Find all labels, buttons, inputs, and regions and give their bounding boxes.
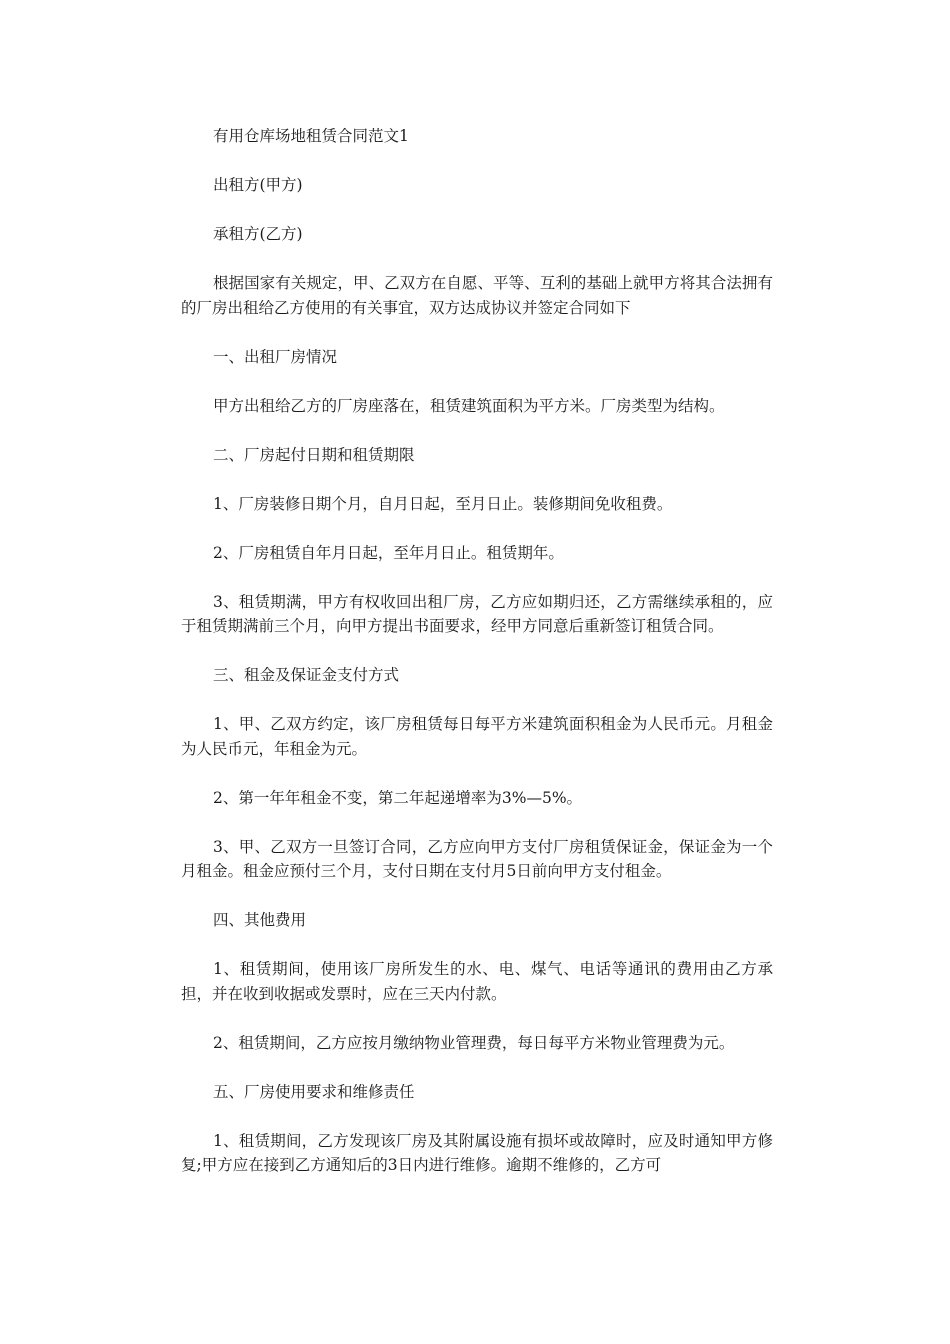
paragraph: 1、甲、乙双方约定，该厂房租赁每日每平方米建筑面积租金为人民币元。月租金为人民币元，年租金为元。 (181, 715, 773, 758)
section-heading-1: 一、出租厂房情况 (213, 347, 338, 366)
section-heading-3: 三、租金及保证金支付方式 (213, 666, 400, 684)
paragraph: 1、厂房装修日期个月，自月日起，至月日止。装修期间免收租费。 (213, 494, 673, 513)
paragraph: 1、租赁期间，使用该厂房所发生的水、电、煤气、电话等通讯的费用由乙方承担，并在收到收据或发票时，应在三天内付款。 (181, 960, 773, 1003)
paragraph: 3、甲、乙双方一旦签订合同，乙方应向甲方支付厂房租赁保证金，保证金为一个月租金。租金应预付三个月，支付日期在支付月5日前向甲方支付租金。 (181, 837, 773, 880)
document-body (181, 124, 773, 1202)
document-title: 有用仓库场地租赁合同范文1 (213, 127, 409, 145)
preamble-paragraph: 根据国家有关规定，甲、乙双方在自愿、平等、互利的基础上就甲方将其合法拥有的厂房出租给乙方使用的有关事宜，双方达成协议并签定合同如下 (181, 274, 773, 317)
paragraph: 2、厂房租赁自年月日起，至年月日止。租赁期年。 (213, 543, 564, 562)
paragraph: 2、租赁期间，乙方应按月缴纳物业管理费，每日每平方米物业管理费为元。 (213, 1033, 735, 1052)
lessee-line: 承租方(乙方) (213, 225, 303, 243)
section-heading-2: 二、厂房起付日期和租赁期限 (213, 445, 415, 464)
paragraph: 3、租赁期满，甲方有权收回出租厂房，乙方应如期归还，乙方需继续承租的，应于租赁期满前三个月，向甲方提出书面要求，经甲方同意后重新签订租赁合同。 (181, 592, 773, 635)
paragraph: 2、第一年年租金不变，第二年起递增率为3%—5%。 (213, 788, 583, 807)
section-heading-4: 四、其他费用 (213, 911, 307, 929)
paragraph: 甲方出租给乙方的厂房座落在，租赁建筑面积为平方米。厂房类型为结构。 (213, 396, 725, 415)
lessor-line: 出租方(甲方) (213, 176, 303, 194)
paragraph: 1、租赁期间，乙方发现该厂房及其附属设施有损坏或故障时，应及时通知甲方修复;甲方应在接到乙方通知后的3日内进行维修。逾期不维修的，乙方可 (181, 1131, 773, 1174)
section-heading-5: 五、厂房使用要求和维修责任 (213, 1082, 415, 1101)
